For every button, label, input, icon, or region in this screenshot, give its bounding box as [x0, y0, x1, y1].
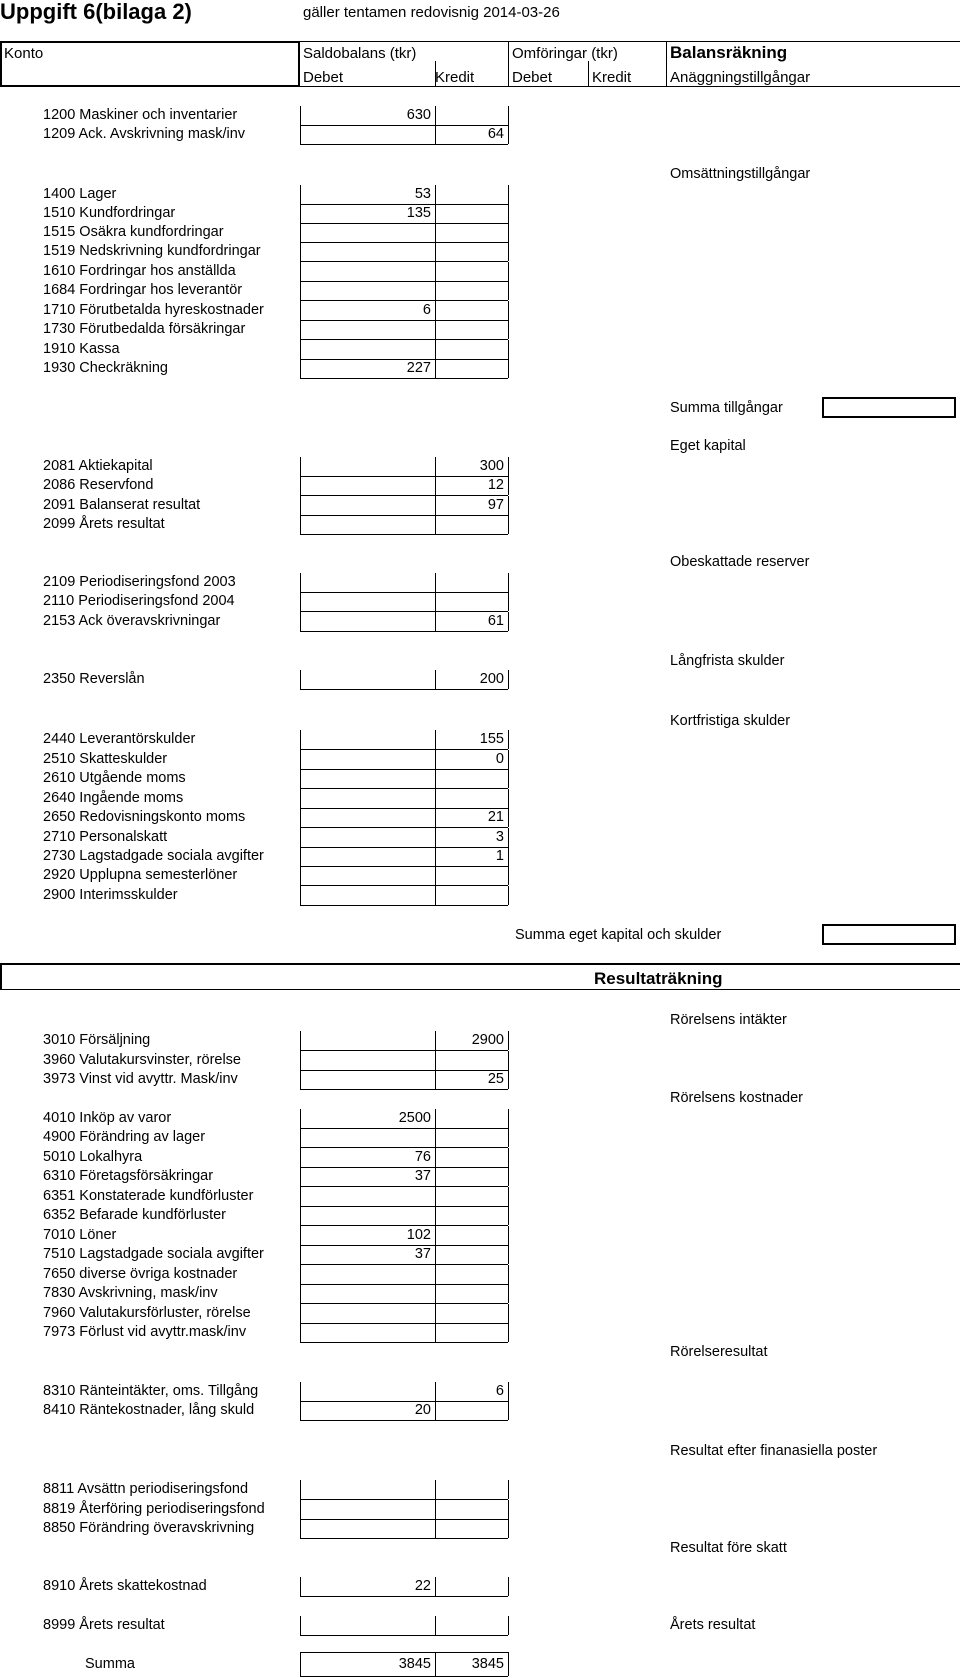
- result-row-label: 7830 Avskrivning, mask/inv: [43, 1285, 218, 1301]
- col-konto: Konto: [4, 45, 44, 62]
- result-row-label: 7510 Lagstadgade sociala avgifter: [43, 1246, 264, 1262]
- result-row-debet[interactable]: 2500: [398, 1110, 431, 1126]
- result-row-label: 6352 Befarade kundförluster: [43, 1207, 226, 1223]
- balance-row-label: 1510 Kundfordringar: [43, 205, 176, 221]
- result-row-label: 8811 Avsättn periodiseringsfond: [43, 1481, 249, 1497]
- col-kredit-2: Kredit: [592, 69, 632, 86]
- balance-row-label: 1209 Ack. Avskrivning mask/inv: [43, 126, 246, 142]
- result-row-label: 3973 Vinst vid avyttr. Mask/inv: [43, 1071, 238, 1087]
- result-row-label: 8310 Ränteintäkter, oms. Tillgång: [43, 1383, 259, 1399]
- balance-row-label: 2900 Interimsskulder: [43, 887, 178, 903]
- result-row-label: 6351 Konstaterade kundförluster: [43, 1188, 254, 1204]
- balance-row-label: 2099 Årets resultat: [43, 516, 165, 532]
- result-row-label: 8410 Räntekostnader, lång skuld: [43, 1402, 255, 1418]
- balance-row-kredit[interactable]: 155: [479, 731, 504, 747]
- result-row-debet[interactable]: 76: [414, 1149, 431, 1165]
- result-row-debet[interactable]: 102: [406, 1227, 431, 1243]
- balance-row-label: 2350 Reverslån: [43, 671, 145, 687]
- page-title: Uppgift 6(bilaga 2): [0, 0, 192, 24]
- col-saldobalans: Saldobalans (tkr): [303, 45, 417, 62]
- balance-row-label: 1930 Checkräkning: [43, 360, 168, 376]
- section-summa-eget-kapital-och-skulder: Summa eget kapital och skulder: [515, 927, 722, 943]
- result-row-debet[interactable]: 20: [414, 1402, 431, 1418]
- section-rorelsens-intakter: Rörelsens intäkter: [670, 1012, 787, 1028]
- section-arets-resultat: Årets resultat: [670, 1617, 756, 1633]
- result-row-label: 3960 Valutakursvinster, rörelse: [43, 1052, 242, 1068]
- balance-row-kredit[interactable]: 1: [495, 848, 504, 864]
- result-row-label: 7973 Förlust vid avyttr.mask/inv: [43, 1324, 247, 1340]
- section-omsattningstillgangar: Omsättningstillgångar: [670, 166, 811, 182]
- result-row-label: 3010 Försäljning: [43, 1032, 151, 1048]
- result-row-label: 8819 Återföring periodiseringsfond: [43, 1501, 265, 1517]
- balance-row-label: 1730 Förutbedalda försäkringar: [43, 321, 246, 337]
- col-balansrakning: Balansräkning: [670, 43, 788, 62]
- summa-kredit: 3845: [471, 1656, 504, 1672]
- result-row-label: 7960 Valutakursförluster, rörelse: [43, 1305, 251, 1321]
- balance-row-debet[interactable]: 6: [422, 302, 431, 318]
- col-kredit-1: Kredit: [435, 69, 475, 86]
- balance-row-debet[interactable]: 630: [406, 107, 431, 123]
- section-rorelseresultat: Rörelseresultat: [670, 1344, 768, 1360]
- balance-row-label: 1200 Maskiner och inventarier: [43, 107, 238, 123]
- result-row-label: 4010 Inköp av varor: [43, 1110, 172, 1126]
- result-row-kredit[interactable]: 25: [487, 1071, 504, 1087]
- summa-debet: 3845: [398, 1656, 431, 1672]
- section-kortfristiga-skulder: Kortfristiga skulder: [670, 713, 791, 729]
- balance-row-debet[interactable]: 53: [414, 186, 431, 202]
- balance-row-label: 1910 Kassa: [43, 341, 120, 357]
- balance-row-kredit[interactable]: 200: [479, 671, 504, 687]
- result-row-debet[interactable]: 37: [414, 1168, 431, 1184]
- balance-row-kredit[interactable]: 21: [487, 809, 504, 825]
- balance-row-label: 2510 Skatteskulder: [43, 751, 168, 767]
- result-row-debet[interactable]: 37: [414, 1246, 431, 1262]
- balance-row-label: 1519 Nedskrivning kundfordringar: [43, 243, 261, 259]
- balance-row-label: 2710 Personalskatt: [43, 829, 168, 845]
- balance-row-kredit[interactable]: 64: [487, 126, 504, 142]
- balance-row-kredit[interactable]: 97: [487, 497, 504, 513]
- result-row-label: 7010 Löner: [43, 1227, 117, 1243]
- balance-row-label: 2440 Leverantörskulder: [43, 731, 196, 747]
- section-resultat-fore-skatt: Resultat före skatt: [670, 1540, 787, 1556]
- balance-row-label: 1684 Fordringar hos leverantör: [43, 282, 243, 298]
- balance-row-debet[interactable]: 135: [406, 205, 431, 221]
- balance-row-label: 2610 Utgående moms: [43, 770, 186, 786]
- balance-row-label: 2091 Balanserat resultat: [43, 497, 201, 513]
- balance-row-label: 1515 Osäkra kundfordringar: [43, 224, 224, 240]
- result-row-label: 8850 Förändring överavskrivning: [43, 1520, 255, 1536]
- section-rorelsens-kostnader: Rörelsens kostnader: [670, 1090, 803, 1106]
- summa-ek-skulder-box[interactable]: [822, 924, 956, 945]
- balance-row-label: 2730 Lagstadgade sociala avgifter: [43, 848, 264, 864]
- balance-row-kredit[interactable]: 12: [487, 477, 504, 493]
- balance-row-label: 2650 Redovisningskonto moms: [43, 809, 246, 825]
- balance-row-label: 1610 Fordringar hos anställda: [43, 263, 236, 279]
- section-eget-kapital: Eget kapital: [670, 438, 746, 454]
- balance-row-kredit[interactable]: 0: [495, 751, 504, 767]
- section-obeskattade-reserver: Obeskattade reserver: [670, 554, 810, 570]
- summa-label: Summa: [85, 1656, 135, 1672]
- col-debet-2: Debet: [512, 69, 553, 86]
- section-langfristiga-skulder: Långfrista skulder: [670, 653, 785, 669]
- balance-row-label: 2086 Reservfond: [43, 477, 154, 493]
- balance-row-kredit[interactable]: 61: [487, 613, 504, 629]
- balance-row-label: 2081 Aktiekapital: [43, 458, 153, 474]
- summa-tillgangar-box[interactable]: [822, 397, 956, 418]
- result-row-kredit[interactable]: 2900: [471, 1032, 504, 1048]
- page-subtitle: gäller tentamen redovisnig 2014-03-26: [303, 4, 560, 21]
- balance-row-label: 2920 Upplupna semesterlöner: [43, 867, 238, 883]
- balance-row-label: 2153 Ack överavskrivningar: [43, 613, 221, 629]
- section-summa-tillgangar: Summa tillgångar: [670, 400, 783, 416]
- result-row-label: 8910 Årets skattekostnad: [43, 1578, 207, 1594]
- balance-row-label: 1710 Förutbetalda hyreskostnader: [43, 302, 264, 318]
- balance-row-label: 2110 Periodiseringsfond 2004: [43, 593, 235, 609]
- result-row-label: 6310 Företagsförsäkringar: [43, 1168, 214, 1184]
- resultatrakning-title: Resultaträkning: [594, 969, 723, 988]
- result-row-label: 7650 diverse övriga kostnader: [43, 1266, 238, 1282]
- balance-row-debet[interactable]: 227: [406, 360, 431, 376]
- balance-row-label: 2109 Periodiseringsfond 2003: [43, 574, 236, 590]
- section-resultat-efter-finansiella: Resultat efter finanasiella poster: [670, 1443, 878, 1459]
- col-anlaggningstillgangar: Anäggningstillgångar: [670, 69, 811, 86]
- balance-row-label: 2640 Ingående moms: [43, 790, 184, 806]
- result-row-kredit[interactable]: 6: [495, 1383, 504, 1399]
- result-row-label: 8999 Årets resultat: [43, 1617, 165, 1633]
- result-row-label: 4900 Förändring av lager: [43, 1129, 206, 1145]
- balance-row-kredit[interactable]: 300: [479, 458, 504, 474]
- col-omforingar: Omföringar (tkr): [512, 45, 618, 62]
- result-row-debet[interactable]: 22: [414, 1578, 431, 1594]
- result-row-label: 5010 Lokalhyra: [43, 1149, 143, 1165]
- col-debet-1: Debet: [303, 69, 344, 86]
- balance-row-kredit[interactable]: 3: [495, 829, 504, 845]
- balance-row-label: 1400 Lager: [43, 186, 117, 202]
